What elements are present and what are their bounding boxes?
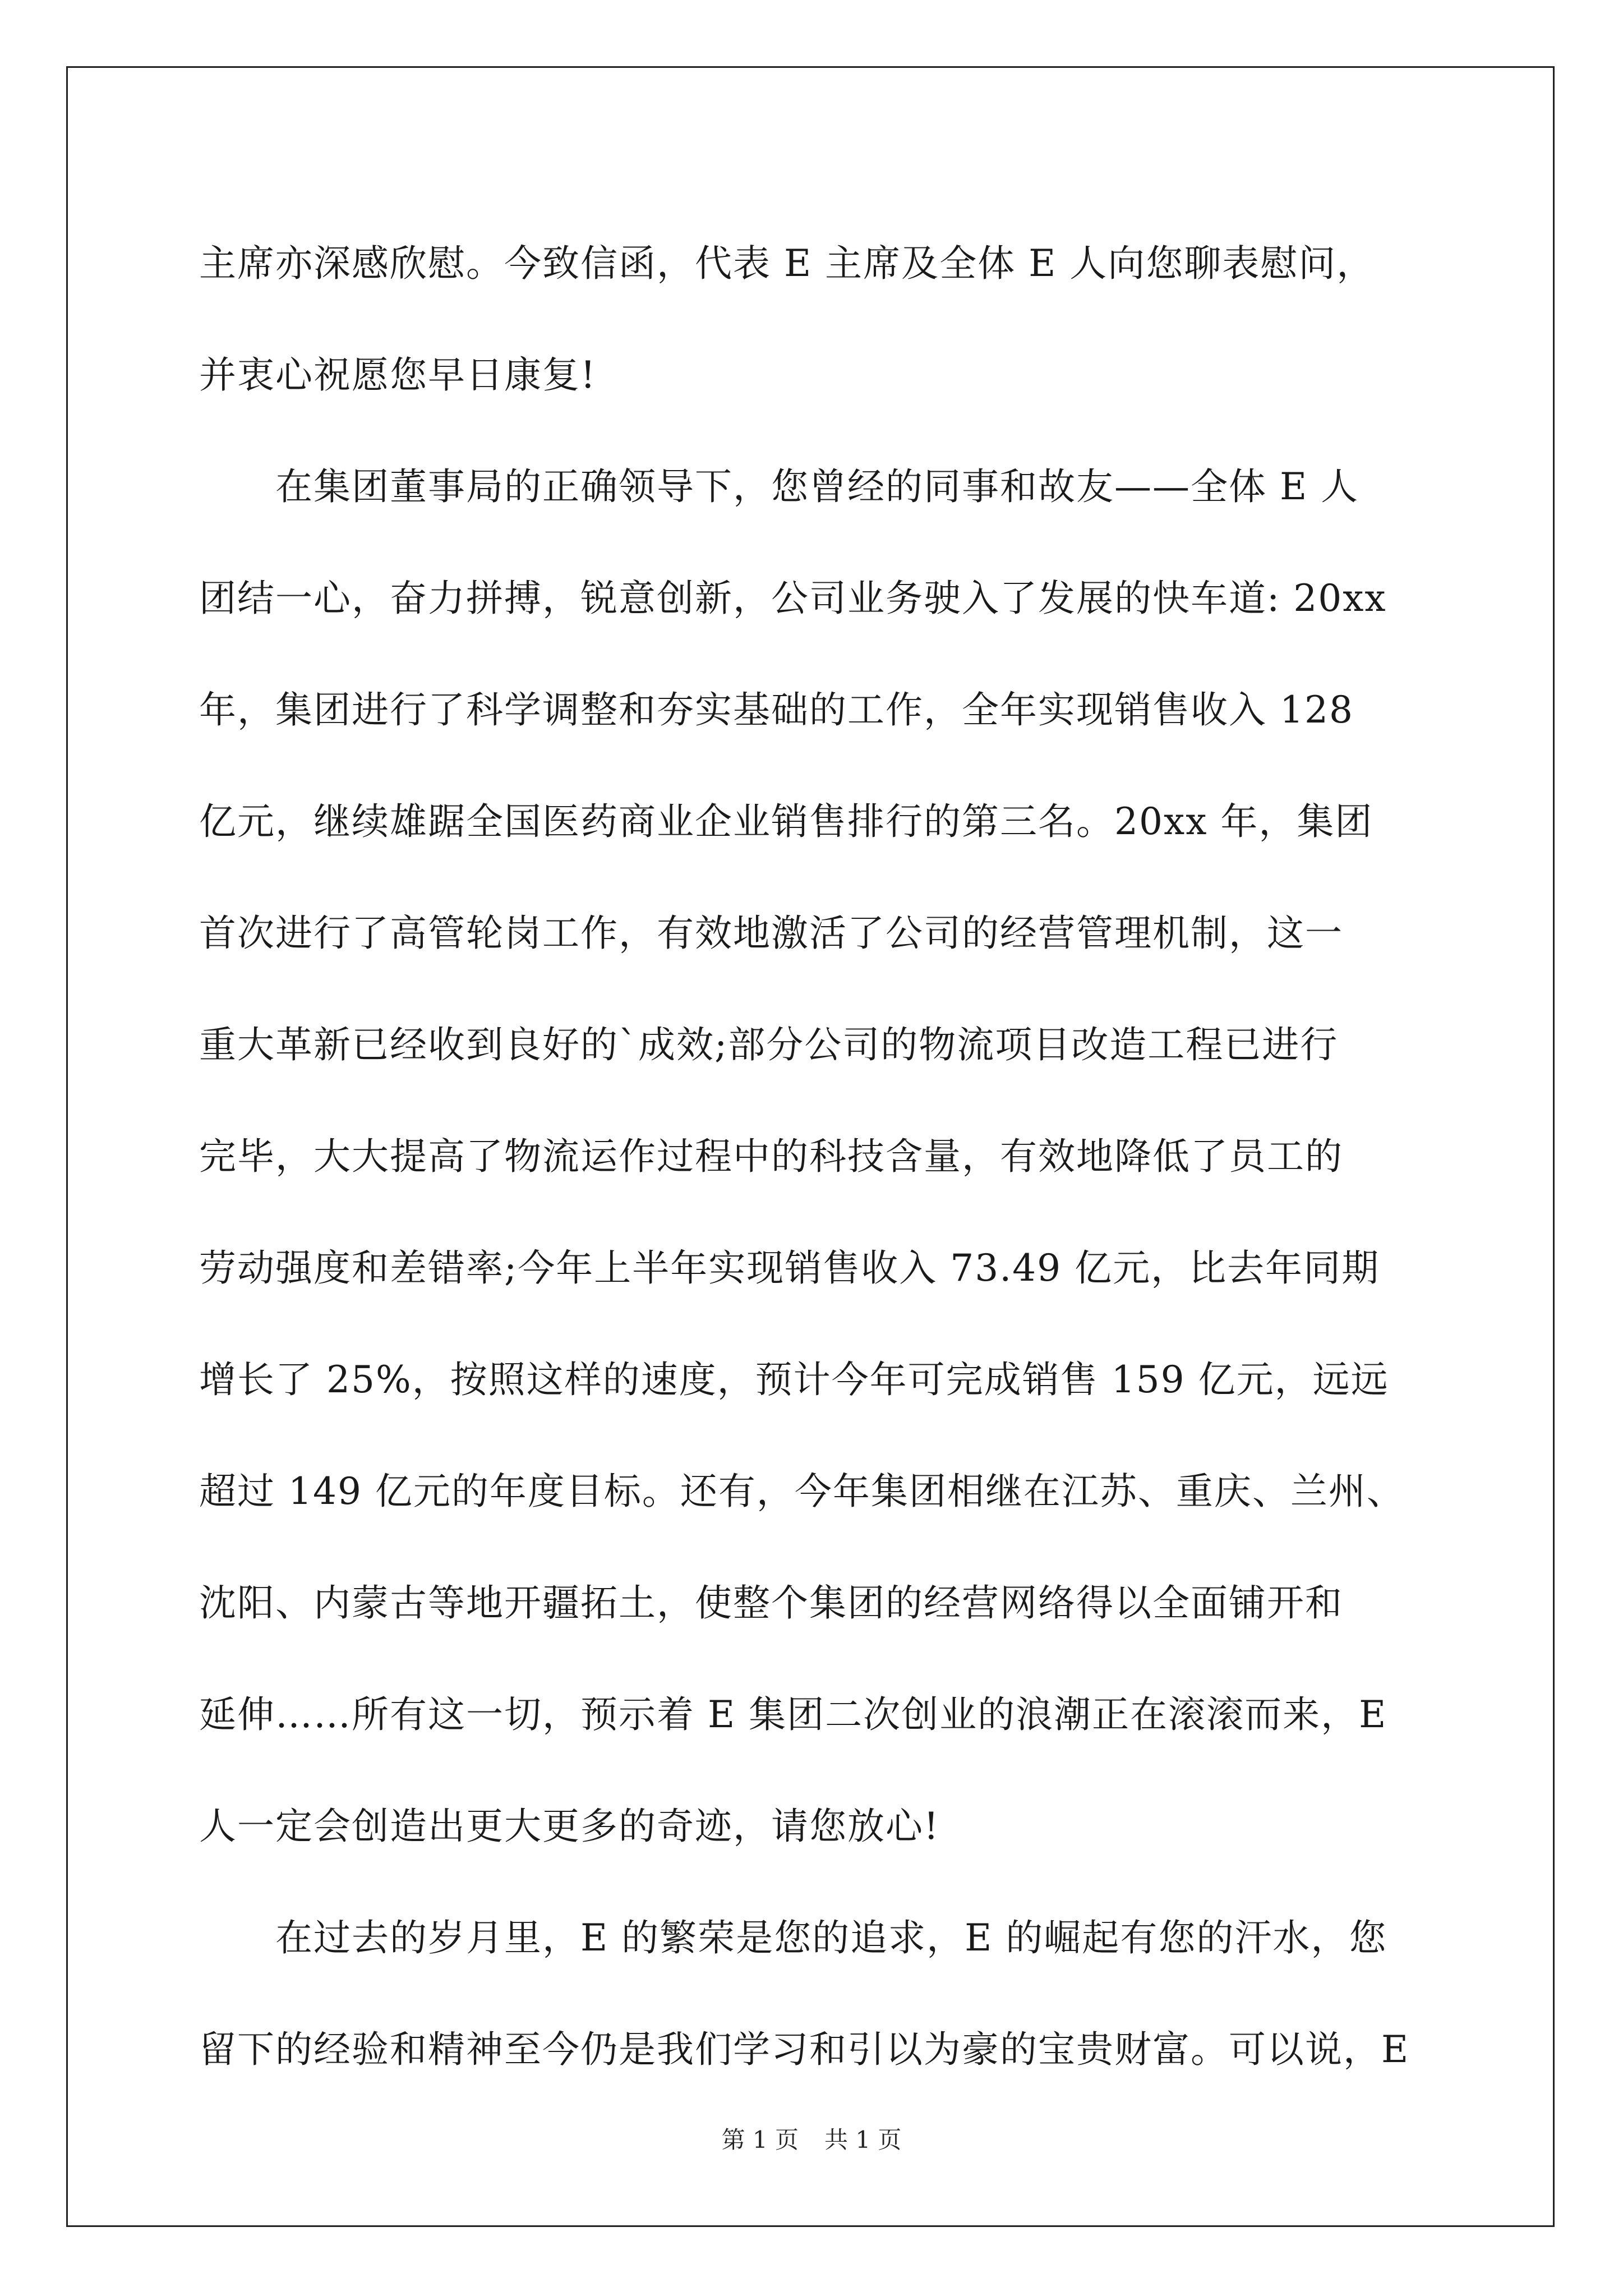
text-line: 延伸……所有这一切，预示着 E 集团二次创业的浪潮正在滚滚而来，E [199, 1693, 1387, 1736]
text-line: 人一定会创造出更大更多的奇迹，请您放心! [199, 1805, 940, 1848]
text-line: 完毕，大大提高了物流运作过程中的科技含量，有效地降低了员工的 [199, 1135, 1343, 1178]
document-body [199, 208, 1489, 2105]
text-line: 增长了 25%，按照这样的速度，预计今年可完成销售 159 亿元，远远 [199, 1358, 1389, 1401]
page-footer [0, 2122, 1623, 2155]
text-line: 主席亦深感欣慰。今致信函，代表 E 主席及全体 E 人向您聊表慰问， [199, 242, 1375, 285]
text-line: 劳动强度和差错率;今年上半年实现销售收入 73.49 亿元，比去年同期 [199, 1246, 1380, 1290]
page-number: 第 1 页 [721, 2126, 799, 2154]
text-line: 重大革新已经收到良好的`成效;部分公司的物流项目改造工程已进行 [199, 1023, 1339, 1066]
page-total: 共 1 页 [824, 2126, 902, 2154]
text-line: 在集团董事局的正确领导下，您曾经的同事和故友——全体 E 人 [199, 465, 1359, 508]
text-line: 沈阳、内蒙古等地开疆拓土，使整个集团的经营网络得以全面铺开和 [199, 1581, 1343, 1625]
text-line: 团结一心，奋力拼搏，锐意创新，公司业务驶入了发展的快车道: 20xx [199, 577, 1387, 620]
text-line: 年，集团进行了科学调整和夯实基础的工作，全年实现销售收入 128 [199, 688, 1354, 731]
text-line: 在过去的岁月里，E 的繁荣是您的追求，E 的崛起有您的汗水，您 [199, 1916, 1387, 1959]
text-line: 亿元，继续雄踞全国医药商业企业销售排行的第三名。20xx 年，集团 [199, 800, 1373, 843]
text-line: 并衷心祝愿您早日康复! [199, 353, 597, 397]
text-line: 留下的经验和精神至今仍是我们学习和引以为豪的宝贵财富。可以说，E [199, 2028, 1410, 2071]
text-line: 首次进行了高管轮岗工作，有效地激活了公司的经营管理机制，这一 [199, 912, 1343, 955]
text-line: 超过 149 亿元的年度目标。还有，今年集团相继在江苏、重庆、兰州、 [199, 1470, 1405, 1513]
